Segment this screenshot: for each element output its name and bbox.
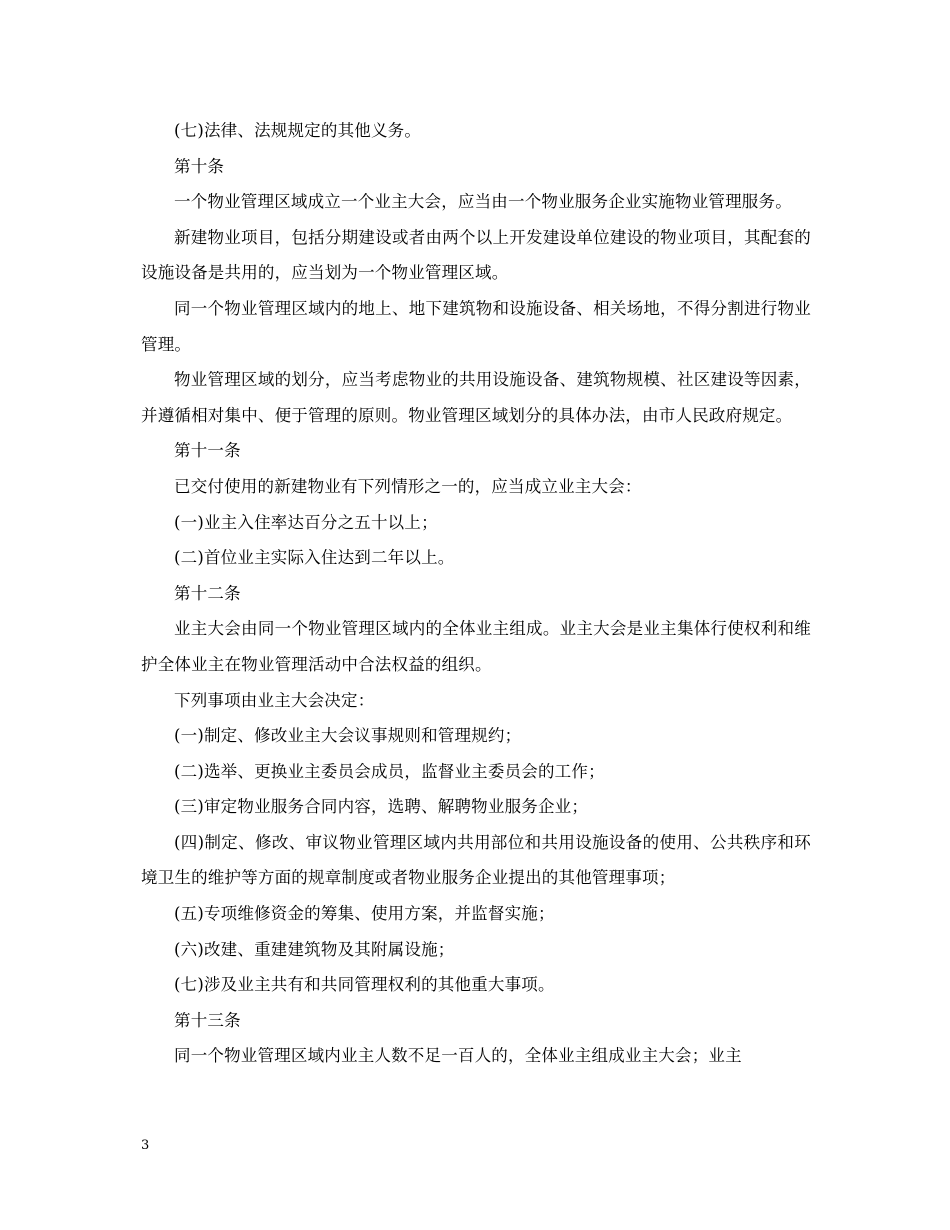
- list-item: (四)制定、修改、审议物业管理区域内共用部位和共用设施设备的使用、公共秩序和环境卫生的维护等方面的规章制度或者物业服务企业提出的其他管理事项；: [141, 832, 811, 888]
- paragraph: 同一个物业管理区域内的地上、地下建筑物和设施设备、相关场地，不得分割进行物业管理。: [141, 298, 811, 354]
- paragraph-obligation-7: (七)法律、法规规定的其他义务。: [174, 121, 422, 140]
- article-12-heading: 第十二条: [174, 583, 241, 603]
- paragraph: 业主大会由同一个物业管理区域内的全体业主组成。业主大会是业主集体行使权利和维护全体业主在物业管理活动中合法权益的组织。: [141, 619, 811, 674]
- list-item: (一)业主入住率达百分之五十以上；: [174, 512, 438, 532]
- paragraph: 已交付使用的新建物业有下列情形之一的，应当成立业主大会：: [174, 476, 642, 496]
- article-10-heading: 第十条: [174, 156, 225, 176]
- article-13-heading: 第十三条: [174, 1010, 241, 1030]
- paragraph: 物业管理区域的划分，应当考虑物业的共用设施设备、建筑物规模、社区建设等因素，并遵循相对集中、便于管理的原则。物业管理区域划分的具体办法，由市人民政府规定。: [141, 370, 811, 425]
- paragraph: 一个物业管理区域成立一个业主大会，应当由一个物业服务企业实施物业管理服务。: [174, 192, 792, 212]
- list-item: (七)涉及业主共有和共同管理权利的其他重大事项。: [174, 975, 555, 995]
- article-11-heading: 第十一条: [174, 441, 241, 461]
- list-item: (五)专项维修资金的筹集、使用方案，并监督实施；: [174, 904, 555, 924]
- paragraph: 下列事项由业主大会决定：: [174, 690, 375, 710]
- page-number: 3: [141, 1138, 150, 1153]
- list-item: (二)选举、更换业主委员会成员，监督业主委员会的工作；: [174, 761, 605, 781]
- list-item: (一)制定、修改业主大会议事规则和管理规约；: [174, 726, 522, 746]
- paragraph: 新建物业项目，包括分期建设或者由两个以上开发建设单位建设的物业项目，其配套的设施设备是共用的，应当划为一个物业管理区域。: [141, 227, 811, 283]
- list-item: (六)改建、重建建筑物及其附属设施；: [174, 939, 455, 959]
- document-body: [141, 113, 811, 1074]
- list-item: (二)首位业主实际入住达到二年以上。: [174, 548, 455, 568]
- paragraph: 同一个物业管理区域内业主人数不足一百人的，全体业主组成业主大会；业主: [174, 1046, 742, 1066]
- list-item: (三)审定物业服务合同内容，选聘、解聘物业服务企业；: [174, 797, 589, 817]
